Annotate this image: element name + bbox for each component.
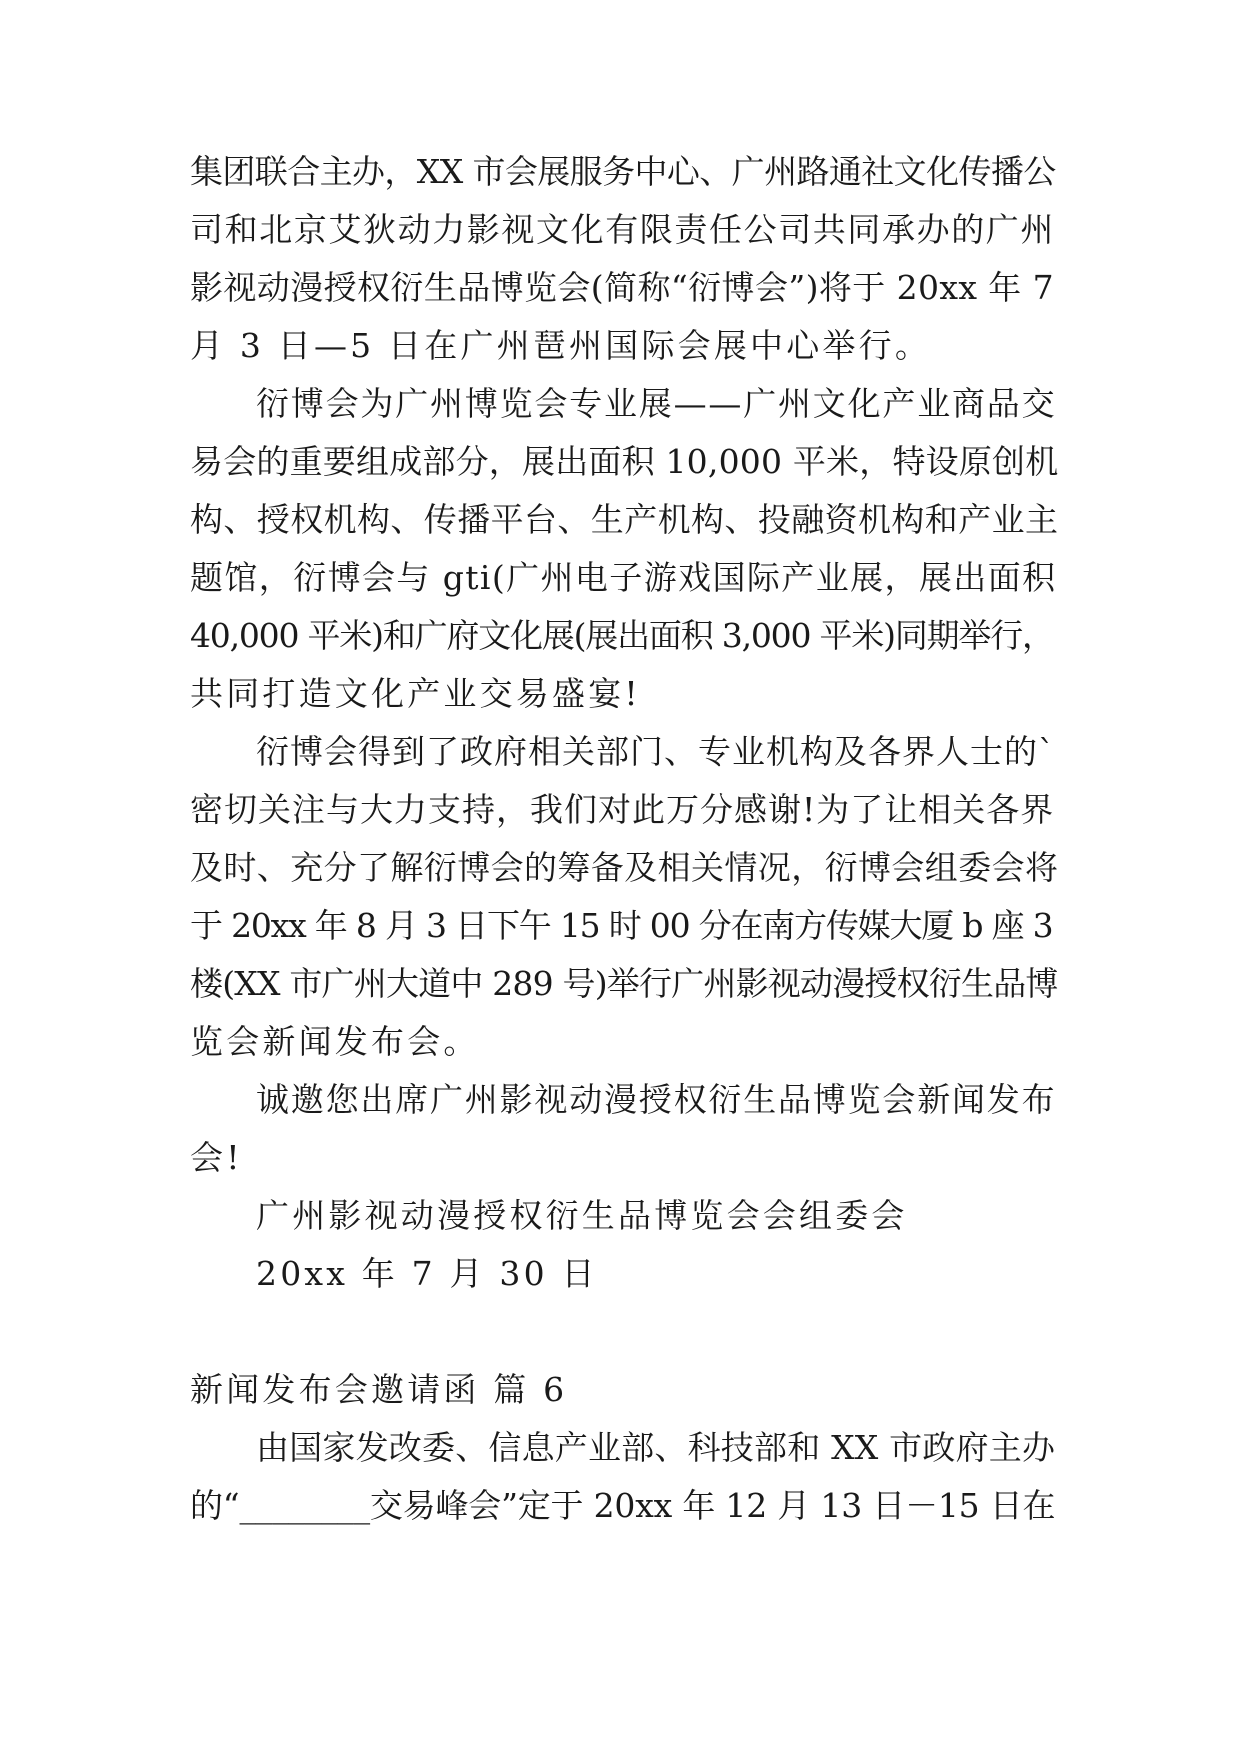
text-line: 集团联合主办，XX 市会展服务中心、广州路通社文化传播公: [190, 152, 1056, 191]
text-line: 影视动漫授权衍生品博览会(简称“衍博会”)将于 20xx 年 7: [190, 268, 1054, 307]
paragraph-first-line: 由国家发改委、信息产业部、科技部和 XX 市政府主办: [256, 1428, 1056, 1467]
text-line: 密切关注与大力支持，我们对此万分感谢!为了让相关各界: [190, 790, 1055, 829]
text-line: 览会新闻发布会。: [190, 1022, 480, 1061]
text-line: 于 20xx 年 8 月 3 日下午 15 时 00 分在南方传媒大厦 b 座 3: [190, 906, 1053, 945]
text-line: 40,000 平米)和广府文化展(展出面积 3,000 平米)同期举行，: [190, 616, 1054, 655]
section-heading: 新闻发布会邀请函 篇 6: [190, 1370, 568, 1409]
text-line: 及时、充分了解衍博会的筹备及相关情况，衍博会组委会将: [190, 848, 1059, 887]
text-line: 共同打造文化产业交易盛宴!: [190, 674, 641, 713]
text-line: 构、授权机构、传播平台、生产机构、投融资机构和产业主: [190, 500, 1059, 539]
signature-organization: 广州影视动漫授权衍生品博览会会组委会: [256, 1196, 908, 1235]
paragraph-first-line: 衍博会得到了政府相关部门、专业机构及各界人士的`: [256, 732, 1056, 771]
paragraph-first-line: 诚邀您出席广州影视动漫授权衍生品博览会新闻发布: [256, 1080, 1057, 1119]
text-line: 会!: [190, 1138, 243, 1177]
text-line: 月 3 日—5 日在广州琶州国际会展中心举行。: [190, 326, 932, 365]
signature-date: 20xx 年 7 月 30 日: [256, 1254, 598, 1293]
paragraph-first-line: 衍博会为广州博览会专业展——广州文化产业商品交: [256, 384, 1057, 423]
text-line: 易会的重要组成部分，展出面积 10,000 平米，特设原创机: [190, 442, 1059, 481]
text-line: 题馆，衍博会与 gti(广州电子游戏国际产业展，展出面积: [190, 558, 1057, 597]
text-line: 楼(XX 市广州大道中 289 号)举行广州影视动漫授权衍生品博: [190, 964, 1058, 1003]
text-line: 司和北京艾狄动力影视文化有限责任公司共同承办的广州: [190, 210, 1055, 249]
text-line: 的“________交易峰会”定于 20xx 年 12 月 13 日－15 日在: [190, 1486, 1056, 1525]
